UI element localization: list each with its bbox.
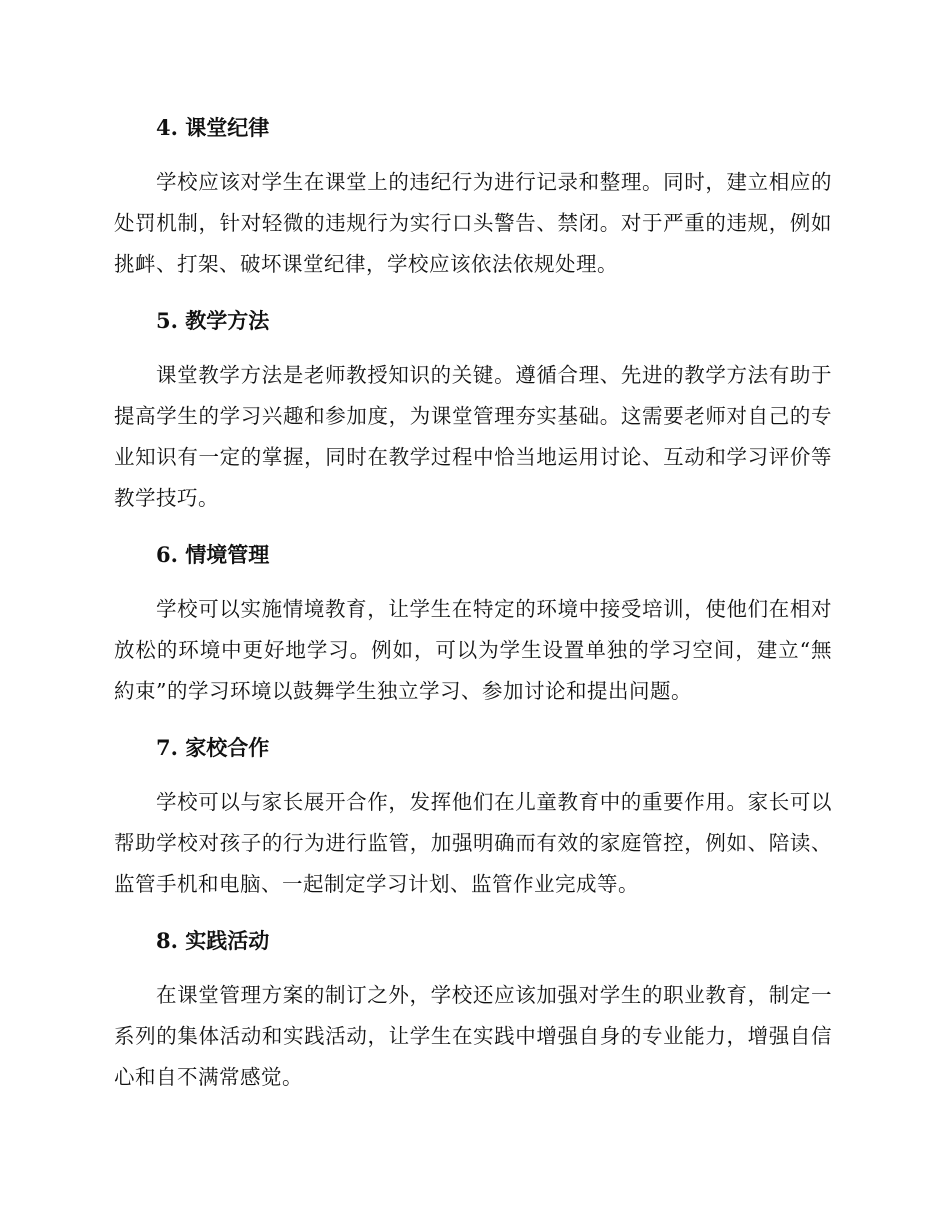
section-teaching-methods [114,301,832,519]
document-content [114,108,832,1114]
section-paragraph: 学校可以与家长展开合作，发挥他们在儿童教育中的重要作用。家长可以帮助学校对孩子的行为进行监管，加强明确而有效的家庭管控，例如、陪读、监管手机和电脑、一起制定学习计划、监管作业完成等。 [114,790,832,896]
section-paragraph: 学校应该对学生在课堂上的违纪行为进行记录和整理。同时，建立相应的处罚机制，针对轻微的违规行为实行口头警告、禁闭。对于严重的违规，例如挑衅、打架、破坏课堂纪律，学校应该依法依规处理。 [114,170,832,276]
section-heading: 8. 实践活动 [156,928,270,953]
section-classroom-discipline [114,108,832,285]
section-heading: 7. 家校合作 [156,735,270,760]
section-situational-management [114,535,832,712]
section-practical-activities [114,921,832,1098]
section-paragraph: 在课堂管理方案的制订之外，学校还应该加强对学生的职业教育，制定一系列的集体活动和实践活动，让学生在实践中增强自身的专业能力，增强自信心和自不满常感觉。 [114,983,832,1089]
section-home-school-cooperation [114,728,832,905]
section-heading: 4. 课堂纪律 [156,115,270,140]
section-paragraph: 课堂教学方法是老师教授知识的关键。遵循合理、先进的教学方法有助于提高学生的学习兴趣和参加度，为课堂管理夯实基础。这需要老师对自己的专业知识有一定的掌握，同时在教学过程中恰当地运用讨论、互动和学习评价等教学技巧。 [114,363,832,510]
section-heading: 5. 教学方法 [156,308,270,333]
section-heading: 6. 情境管理 [156,542,270,567]
section-paragraph: 学校可以实施情境教育，让学生在特定的环境中接受培训，使他们在相对放松的环境中更好地学习。例如，可以为学生设置单独的学习空间，建立“無約束”的学习环境以鼓舞学生独立学习、参加讨论和提出问题。 [114,597,832,703]
